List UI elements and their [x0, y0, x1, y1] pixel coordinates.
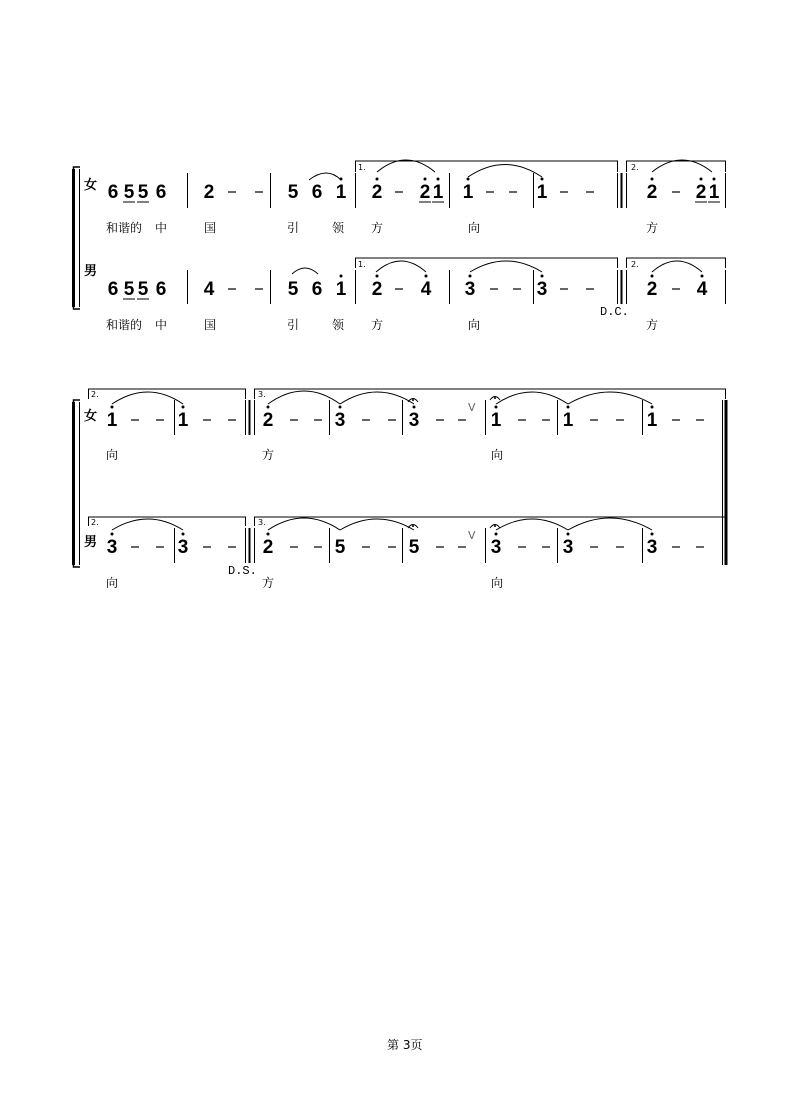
note: 2: [419, 182, 431, 203]
ds-mark: D.S.: [228, 564, 257, 578]
notes-and-lyrics: [106, 178, 720, 591]
octave-dot-above: [425, 275, 428, 278]
note: 2: [371, 279, 383, 300]
volta-bracket: [356, 161, 618, 172]
slur: [468, 165, 542, 178]
octave-dot-above: [182, 406, 185, 409]
octave-dot-above: [469, 275, 472, 278]
note: 1: [335, 182, 347, 203]
dc-mark: D.C.: [600, 305, 629, 319]
note: 3: [408, 410, 420, 431]
octave-dot-above: [651, 406, 654, 409]
lyric: 向: [468, 318, 481, 332]
lyric: 领: [332, 318, 345, 332]
volta-label: 1.: [358, 163, 366, 172]
volta-label: 1.: [358, 260, 366, 269]
octave-dot-above: [437, 178, 440, 181]
note: 2: [262, 537, 274, 558]
volta-label: 2.: [91, 390, 99, 399]
lyric: 方: [646, 221, 659, 235]
note: 5: [334, 537, 346, 558]
lyric: 方: [371, 221, 384, 235]
octave-dot-above: [541, 275, 544, 278]
note: 6: [107, 182, 119, 203]
note: 1: [177, 410, 189, 431]
note: 5: [123, 182, 135, 203]
octave-dot-above: [376, 275, 379, 278]
lyric: 方: [262, 576, 275, 590]
volta-bracket: [89, 517, 246, 526]
note: 1: [536, 182, 548, 203]
octave-dot-above: [340, 275, 343, 278]
octave-dot-above: [424, 178, 427, 181]
lyric: 国: [204, 318, 217, 332]
fermata-dot: [412, 399, 414, 401]
system-2: [74, 389, 727, 567]
octave-dot-above: [413, 406, 416, 409]
note: 5: [123, 279, 135, 300]
note: 3: [464, 279, 476, 300]
note: 2: [371, 182, 383, 203]
octave-dot-above: [651, 275, 654, 278]
volta-bracket: [255, 389, 726, 399]
slur: [112, 392, 183, 404]
lyric: 和谐的: [106, 318, 143, 332]
note: 1: [106, 410, 118, 431]
part-label-male: 男: [84, 535, 98, 550]
lyric: 方: [371, 318, 384, 332]
note: 6: [155, 182, 167, 203]
octave-dot-above: [267, 533, 270, 536]
octave-dot-above: [339, 406, 342, 409]
slur: [112, 519, 183, 530]
lyric: 方: [646, 318, 659, 332]
lyric: 和谐的: [106, 221, 143, 235]
lyric: 向: [468, 221, 481, 235]
slur: [568, 392, 652, 404]
note: 5: [408, 537, 420, 558]
lyric: 引: [287, 221, 300, 235]
lyric: 方: [262, 448, 275, 462]
note: 4: [203, 279, 215, 300]
breath-mark: V: [468, 401, 476, 414]
note: 5: [137, 182, 149, 203]
octave-dot-above: [182, 533, 185, 536]
lyric: 向: [106, 448, 119, 462]
volta-bracket: [627, 258, 726, 268]
octave-dot-above: [567, 406, 570, 409]
octave-dot-above: [713, 178, 716, 181]
octave-dot-above: [495, 406, 498, 409]
slur: [377, 160, 435, 172]
octave-dot-above: [111, 406, 114, 409]
note: 1: [335, 279, 347, 300]
fermata-dot: [494, 525, 496, 527]
note: 4: [420, 279, 432, 300]
note: 2: [262, 410, 274, 431]
note: 5: [287, 182, 299, 203]
lyric: 向: [491, 576, 504, 590]
note: 1: [708, 182, 720, 203]
fermata-dot: [494, 397, 496, 399]
octave-dot-above: [495, 533, 498, 536]
note: 6: [311, 182, 323, 203]
lyric: 向: [491, 448, 504, 462]
octave-dot-above: [467, 178, 470, 181]
note: 1: [646, 410, 658, 431]
octave-dot-above: [376, 178, 379, 181]
note: 5: [137, 279, 149, 300]
fermata-dot: [412, 525, 414, 527]
breath-mark: V: [468, 529, 476, 542]
system-1: [74, 160, 726, 309]
slur: [292, 268, 318, 274]
octave-dot-above: [567, 533, 570, 536]
volta-label: 2.: [631, 260, 639, 269]
volta-label: 2.: [91, 518, 99, 527]
slur: [652, 261, 702, 272]
volta-label: 2.: [631, 163, 639, 172]
octave-dot-above: [111, 533, 114, 536]
note: 6: [311, 279, 323, 300]
note: 3: [490, 537, 502, 558]
octave-dot-above: [651, 178, 654, 181]
octave-dot-above: [700, 178, 703, 181]
lyric: 中: [155, 318, 168, 332]
note: 3: [177, 537, 189, 558]
octave-dot-above: [541, 178, 544, 181]
slur: [470, 261, 542, 272]
lyric: 中: [155, 221, 168, 235]
note: 2: [695, 182, 707, 203]
volta-label: 3.: [258, 518, 266, 527]
volta-label: 3.: [258, 390, 266, 399]
slur: [376, 261, 426, 272]
note: 4: [696, 279, 708, 300]
slur: [652, 160, 712, 172]
note: 6: [155, 279, 167, 300]
note: 1: [562, 410, 574, 431]
octave-dot-above: [701, 275, 704, 278]
note: 3: [562, 537, 574, 558]
volta-bracket: [89, 389, 246, 399]
lyric: 领: [332, 221, 345, 235]
note: 3: [334, 410, 346, 431]
note: 3: [646, 537, 658, 558]
slur: [309, 173, 341, 180]
volta-bracket: [255, 517, 726, 526]
part-label-female: 女: [84, 409, 98, 424]
note: 1: [432, 182, 444, 203]
note: 1: [490, 410, 502, 431]
part-label-male: 男: [84, 264, 98, 279]
note: 1: [462, 182, 474, 203]
octave-dot-above: [267, 406, 270, 409]
lyric: 国: [204, 221, 217, 235]
page-number: 第 3页: [387, 1038, 423, 1052]
octave-dot-above: [651, 533, 654, 536]
note: 2: [646, 182, 658, 203]
note: 5: [287, 279, 299, 300]
note: 2: [646, 279, 658, 300]
note: 3: [536, 279, 548, 300]
note: 2: [203, 182, 215, 203]
lyric: 向: [106, 576, 119, 590]
note: 3: [106, 537, 118, 558]
slur: [568, 518, 652, 530]
lyric: 引: [287, 318, 300, 332]
volta-bracket: [356, 258, 618, 268]
part-label-female: 女: [84, 178, 98, 193]
octave-dot-above: [340, 178, 343, 181]
note: 6: [107, 279, 119, 300]
